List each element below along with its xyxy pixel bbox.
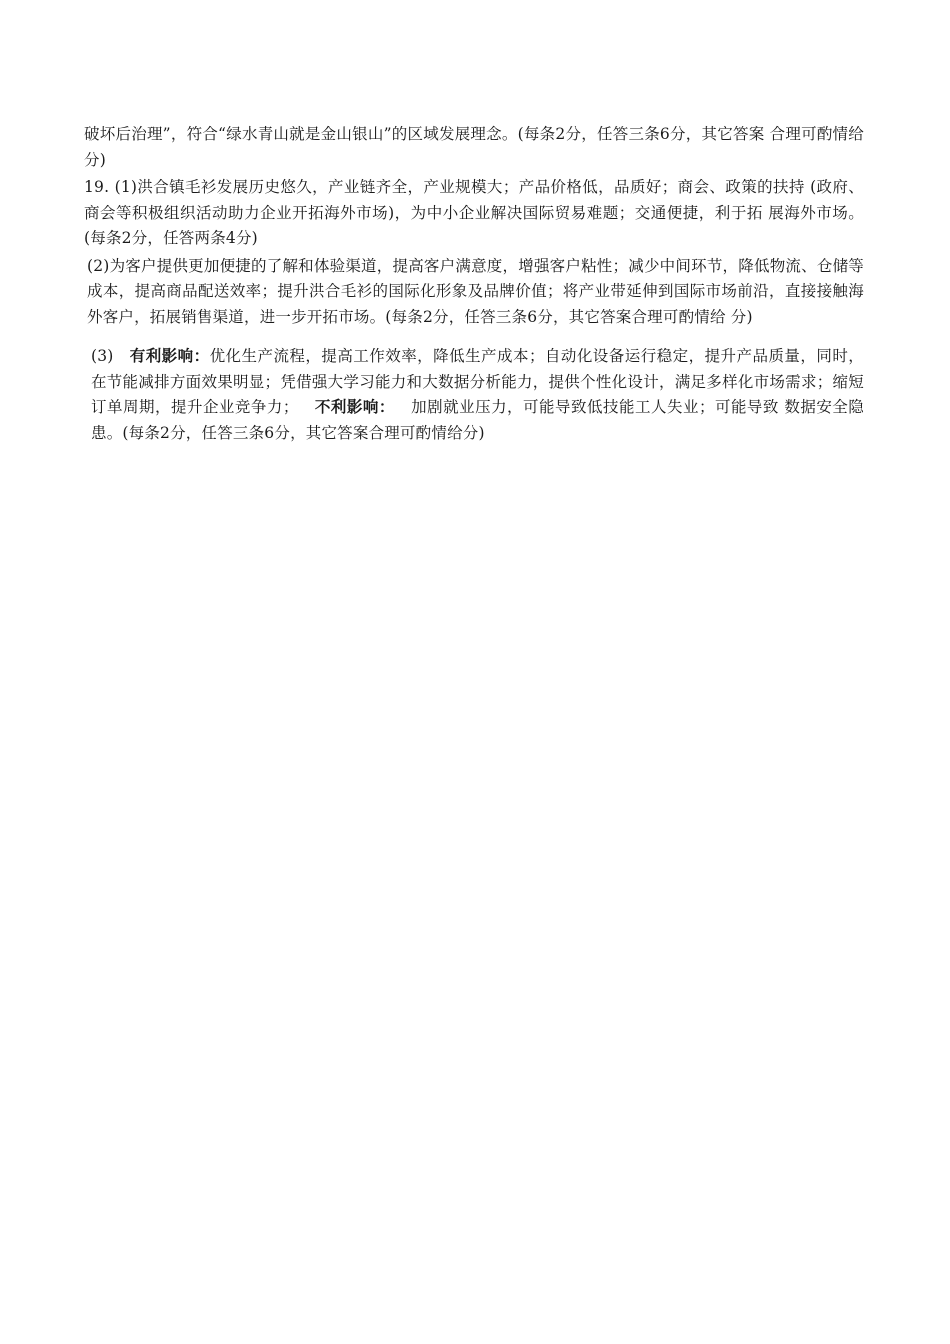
favorable-impact-label: 有利影响： bbox=[129, 347, 210, 365]
q19-part3 bbox=[84, 344, 864, 446]
q19-part3-label: (3) bbox=[91, 347, 114, 365]
favorable-impact-text: 优化生产流程，提高工作效率，降低生产成本；自动化设备运行稳定，提升产品质量，同时，在节能减排方面效果明显；凭借强大学习能力和大数据分析能力，提供个性化设计，满足多样化市场需求；缩短订单周期，提升企业竞争力； bbox=[91, 347, 864, 416]
unfavorable-impact-text: 加剧就业压力，可能导致低技能工人失业；可能导致 数据安全隐患。(每条2分，任答三条6分，其它答案合理可酌情给分) bbox=[91, 398, 864, 442]
answer-content bbox=[84, 122, 864, 446]
unfavorable-impact-label: 不利影响： bbox=[314, 398, 395, 416]
q19-part1: 19. (1)洪合镇毛衫发展历史悠久，产业链齐全，产业规模大；产品价格低，品质好；商会、政策的扶持 (政府、商会等积极组织活动助力企业开拓海外市场)，为中小企业解决国际贸易难题；交通便捷，利于拓 展海外市场。(每条2分，任答两条4分) bbox=[84, 178, 864, 247]
q19-part2: (2)为客户提供更加便捷的了解和体验渠道，提高客户满意度，增强客户粘性；减少中间环节，降低物流、仓储等成本，提高商品配送效率；提升洪合毛衫的国际化形象及品牌价值；将产业带延伸到国际市场前沿，直接接触海外客户，拓展销售渠道，进一步开拓市场。(每条2分，任答三条6分，其它答案合理可酌情给 分) bbox=[87, 256, 864, 326]
spacer bbox=[84, 330, 864, 344]
answer-18-tail: 破坏后治理”，符合“绿水青山就是金山银山”的区域发展理念。(每条2分，任答三条6分，其它答案 合理可酌情给分) bbox=[84, 125, 864, 169]
